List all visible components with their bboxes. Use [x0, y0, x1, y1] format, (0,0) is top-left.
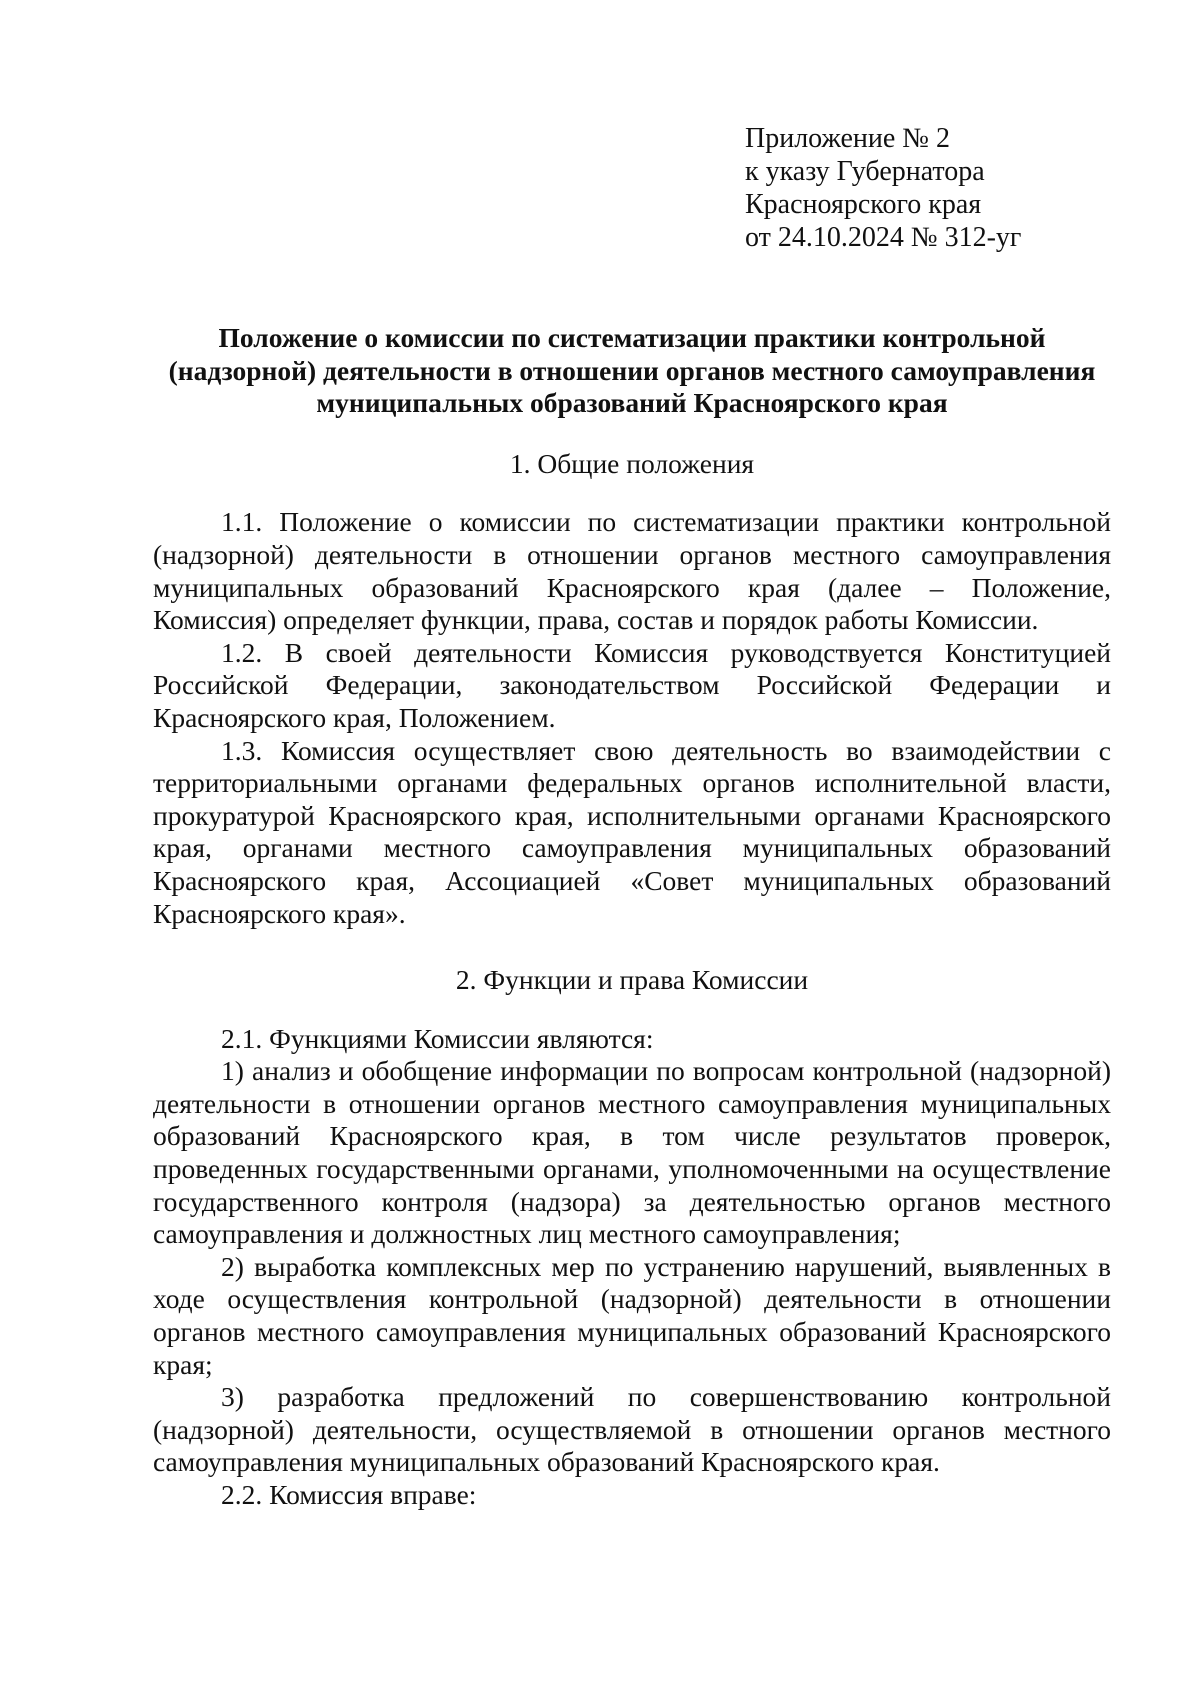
annex-line-number: Приложение № 2 — [745, 123, 950, 154]
annex-line-region: Красноярского края — [745, 189, 982, 220]
document-body — [153, 322, 1111, 1512]
paragraph-1-2: 1.2. В своей деятельности Комиссия руководствуется Конституцией Российской Федерации, законодательством Российской Федерации и Красноярского края, Положением. — [153, 636, 1111, 733]
annex-block — [745, 122, 1021, 254]
paragraph-2-1: 2.1. Функциями Комиссии являются: — [221, 1022, 654, 1054]
annex-line-decree: к указу Губернатора — [745, 156, 985, 187]
list-item-1: 1) анализ и обобщение информации по вопросам контрольной (надзорной) деятельности в отношении органов местного самоуправления муниципальных образований Красноярского края, в том числе результатов проверок, проведенных государственными органами, уполномоченными на осуществление государственного контроля (надзора) за деятельностью органов местного самоуправления и должностных лиц местного самоуправления; — [153, 1055, 1111, 1250]
list-item-3: 3) разработка предложений по совершенствованию контрольной (надзорной) деятельности, осуществляемой в отношении органов местного самоуправления муниципальных образований Красноярского края. — [153, 1381, 1111, 1478]
section-1-heading: 1. Общие положения — [509, 447, 755, 479]
paragraph-1-3: 1.3. Комиссия осуществляет свою деятельность во взаимодействии с территориальными органами федеральных органов исполнительной власти, прокуратурой Красноярского края, исполнительными органами Красноярского края, органами местного самоуправления муниципальных образований Красноярского края, Ассоциацией «Совет муниципальных образований Красноярского края». — [153, 734, 1111, 929]
document-title — [153, 322, 1111, 420]
title-line-1: Положение о комиссии по систематизации практики контрольной — [218, 322, 1046, 353]
list-item-2: 2) выработка комплексных мер по устранению нарушений, выявленных в ходе осуществления контрольной (надзорной) деятельности в отношении органов местного самоуправления муниципальных образований Красноярского края; — [153, 1250, 1111, 1380]
title-line-3: муниципальных образований Красноярского края — [316, 387, 948, 419]
section-2-heading: 2. Функции и права Комиссии — [455, 964, 809, 996]
title-line-2: (надзорной) деятельности в отношении органов местного самоуправления — [168, 354, 1096, 386]
paragraph-1-1: 1.1. Положение о комиссии по систематизации практики контрольной (надзорной) деятельности в отношении органов местного самоуправления муниципальных образований Красноярского края (далее – Положение, Комиссия) определяет функции, права, состав и порядок работы Комиссии. — [153, 506, 1111, 636]
annex-line-date: от 24.10.2024 № 312-уг — [745, 222, 1022, 253]
paragraph-2-2: 2.2. Комиссия вправе: — [221, 1479, 477, 1510]
